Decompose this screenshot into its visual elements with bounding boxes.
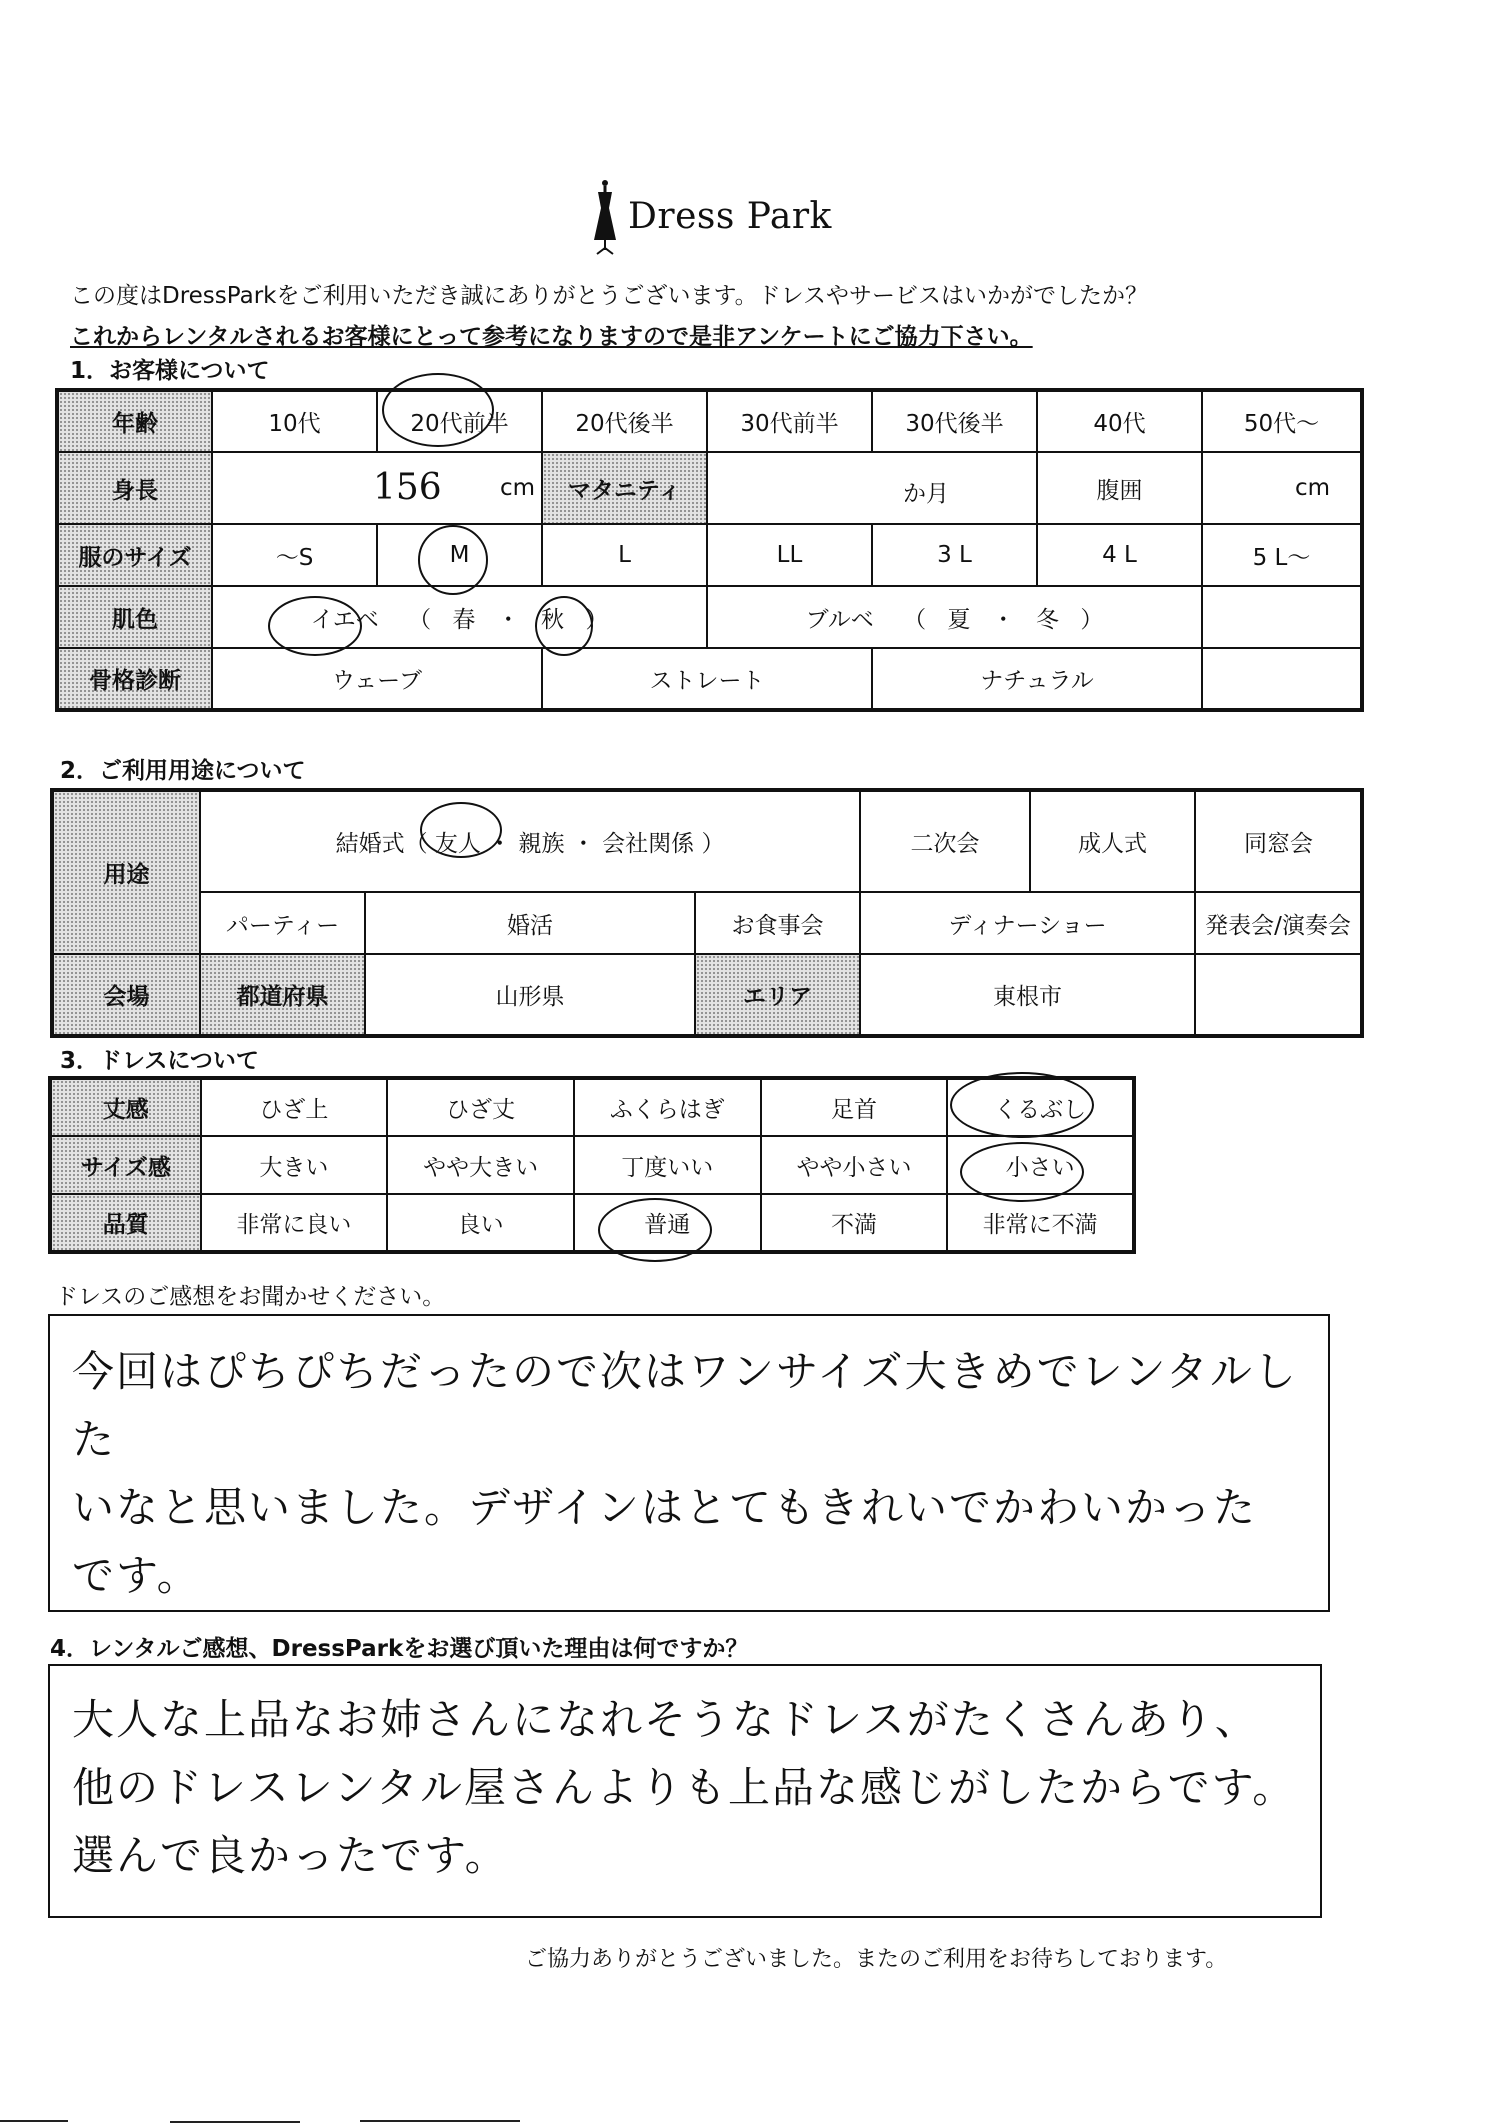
separator: ・ — [488, 831, 512, 857]
wedding-suffix: ） — [701, 831, 725, 857]
reason-box[interactable] — [48, 1664, 1322, 1918]
age-option[interactable]: 40代 — [1037, 390, 1202, 452]
size-option[interactable]: 5 L～ — [1202, 524, 1362, 586]
frame-option[interactable]: ストレート — [542, 648, 872, 710]
wedding-company: 会社関係 — [602, 831, 695, 857]
separator: ・ — [571, 831, 595, 857]
customer-table — [55, 388, 1364, 712]
size-option-selected[interactable]: M — [377, 524, 542, 586]
length-label: 丈感 — [50, 1078, 201, 1136]
paren: ） — [585, 606, 609, 633]
frame-option[interactable]: ウェーブ — [212, 648, 542, 710]
separator: ・ — [496, 606, 520, 633]
skin-autumn: 秋 — [541, 606, 565, 633]
age-label: 年齢 — [57, 390, 212, 452]
impression-box[interactable] — [48, 1314, 1330, 1612]
brand-name: Dress Park — [628, 196, 832, 237]
age-option[interactable]: 30代後半 — [872, 390, 1037, 452]
intro-line-2: これからレンタルされるお客様にとって参考になりますので是非アンケートにご協力下さい。 — [70, 324, 1033, 350]
quality-option-selected[interactable]: 普通 — [574, 1194, 761, 1252]
impression-text: 今回はぴちぴちだったので次はワンサイズ大きめでレンタルした いなと思いました。デザインはとてもきれいでかわいかった です。 — [72, 1347, 1298, 1600]
empty-cell — [1202, 586, 1362, 648]
skin-label: 肌色 — [57, 586, 212, 648]
empty-cell — [1195, 954, 1362, 1036]
height-field[interactable] — [212, 452, 542, 524]
length-option[interactable]: 足首 — [761, 1078, 948, 1136]
section-4-title: 4．レンタルご感想、DressParkをお選び頂いた理由は何ですか？ — [50, 1636, 749, 1662]
age-option[interactable]: 10代 — [212, 390, 377, 452]
skin-blue-option[interactable] — [707, 586, 1202, 648]
paren: （ — [903, 606, 927, 633]
age-option[interactable]: 30代前半 — [707, 390, 872, 452]
wedding-option[interactable] — [200, 790, 860, 892]
dress-table — [48, 1076, 1136, 1254]
wedding-family: 親族 — [518, 831, 565, 857]
wedding-friend: 友人 — [434, 831, 481, 857]
purpose-option[interactable]: 婚活 — [365, 892, 695, 954]
height-label: 身長 — [57, 452, 212, 524]
quality-option[interactable]: 非常に良い — [201, 1194, 388, 1252]
waist-field[interactable] — [1202, 452, 1362, 524]
dress-icon — [588, 178, 622, 258]
waist-label: 腹囲 — [1037, 452, 1202, 524]
fit-option[interactable]: 丁度いい — [574, 1136, 761, 1194]
fit-option[interactable]: 大きい — [201, 1136, 388, 1194]
section-3-title: 3．ドレスについて — [60, 1048, 259, 1074]
separator: ・ — [991, 606, 1015, 633]
prefecture-label: 都道府県 — [200, 954, 365, 1036]
frame-label: 骨格診断 — [57, 648, 212, 710]
intro-line-1: この度はDressParkをご利用いただき誠にありがとうございます。ドレスやサービスはいかがでしたか？ — [70, 283, 1148, 309]
area-field[interactable]: 東根市 — [860, 954, 1195, 1036]
height-unit: cm — [499, 475, 535, 501]
quality-option[interactable]: 非常に不満 — [947, 1194, 1134, 1252]
scan-mark — [360, 2120, 520, 2122]
fit-option[interactable]: やや大きい — [387, 1136, 574, 1194]
size-option[interactable]: 4 L — [1037, 524, 1202, 586]
skin-yellow-name: イエベ — [310, 606, 379, 633]
purpose-option[interactable]: お食事会 — [695, 892, 860, 954]
purpose-option[interactable]: 同窓会 — [1195, 790, 1362, 892]
impression-label: ドレスのご感想をお聞かせください。 — [55, 1284, 446, 1310]
size-option[interactable]: ～S — [212, 524, 377, 586]
maternity-unit: か月 — [903, 481, 949, 507]
maternity-label: マタニティ — [542, 452, 707, 524]
purpose-label: 用途 — [52, 790, 200, 954]
purpose-option[interactable]: 二次会 — [860, 790, 1030, 892]
venue-label: 会場 — [52, 954, 200, 1036]
waist-unit: cm — [1294, 475, 1330, 501]
frame-option[interactable]: ナチュラル — [872, 648, 1202, 710]
scan-mark — [0, 2120, 68, 2122]
quality-option[interactable]: 不満 — [761, 1194, 948, 1252]
length-option[interactable]: ひざ丈 — [387, 1078, 574, 1136]
footer-thanks: ご協力ありがとうございました。またのご利用をお待ちしております。 — [525, 1947, 1228, 1972]
purpose-option[interactable]: ディナーショー — [860, 892, 1195, 954]
paren: ） — [1080, 606, 1104, 633]
length-option[interactable]: ひざ上 — [201, 1078, 388, 1136]
size-option[interactable]: LL — [707, 524, 872, 586]
brand-logo — [588, 178, 848, 258]
length-option[interactable]: ふくらはぎ — [574, 1078, 761, 1136]
purpose-option[interactable]: 成人式 — [1030, 790, 1195, 892]
area-label: エリア — [695, 954, 860, 1036]
length-option-selected[interactable]: くるぶし — [947, 1078, 1134, 1136]
quality-label: 品質 — [50, 1194, 201, 1252]
fit-label: サイズ感 — [50, 1136, 201, 1194]
size-option[interactable]: 3 L — [872, 524, 1037, 586]
prefecture-field[interactable]: 山形県 — [365, 954, 695, 1036]
section-1-title: 1．お客様について — [70, 358, 270, 384]
paren: （ — [408, 606, 432, 633]
age-option[interactable]: 50代～ — [1202, 390, 1362, 452]
wedding-prefix: 結婚式（ — [335, 831, 428, 857]
size-label: 服のサイズ — [57, 524, 212, 586]
scan-mark — [170, 2121, 300, 2123]
section-2-title: 2．ご利用用途について — [60, 758, 306, 784]
purpose-option[interactable]: パーティー — [200, 892, 365, 954]
purpose-table — [50, 788, 1364, 1038]
purpose-option[interactable]: 発表会/演奏会 — [1195, 892, 1362, 954]
skin-blue-name: ブルベ — [805, 606, 874, 633]
skin-summer: 夏 — [947, 606, 971, 633]
age-option[interactable]: 20代後半 — [542, 390, 707, 452]
fit-option[interactable]: やや小さい — [761, 1136, 948, 1194]
quality-option[interactable]: 良い — [387, 1194, 574, 1252]
height-value: 156 — [373, 467, 442, 508]
skin-yellow-option[interactable] — [212, 586, 707, 648]
reason-text: 大人な上品なお姉さんになれそうなドレスがたくさんあり、 他のドレスレンタル屋さんよりも上品な感じがしたからです。 選んで良かったです。 — [72, 1695, 1297, 1880]
fit-option-selected[interactable]: 小さい — [947, 1136, 1134, 1194]
empty-cell — [1202, 648, 1362, 710]
skin-spring: 春 — [452, 606, 476, 633]
age-option-selected[interactable]: 20代前半 — [377, 390, 542, 452]
size-option[interactable]: L — [542, 524, 707, 586]
maternity-field[interactable] — [707, 452, 1037, 524]
skin-winter: 冬 — [1036, 606, 1060, 633]
